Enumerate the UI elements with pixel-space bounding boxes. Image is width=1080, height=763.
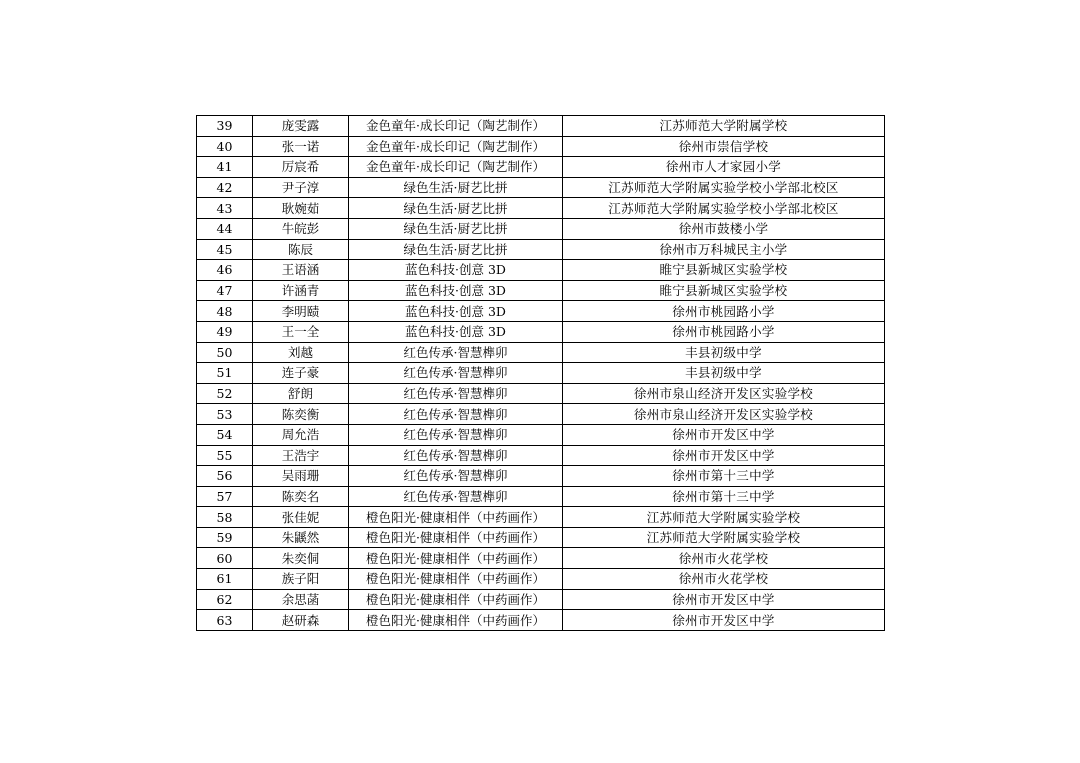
table-row [197, 280, 885, 301]
school-cell: 睢宁县新城区实验学校 [563, 280, 885, 301]
row-number-cell: 51 [197, 363, 253, 384]
row-number-cell: 46 [197, 260, 253, 281]
school-cell: 徐州市第十三中学 [563, 466, 885, 487]
project-cell: 红色传承·智慧榫卯 [349, 363, 563, 384]
row-number-cell: 63 [197, 610, 253, 631]
row-number-cell: 61 [197, 569, 253, 590]
school-cell: 丰县初级中学 [563, 363, 885, 384]
table-row [197, 486, 885, 507]
table-row [197, 589, 885, 610]
student-name-cell: 余思菡 [253, 589, 349, 610]
school-cell: 徐州市第十三中学 [563, 486, 885, 507]
row-number-cell: 50 [197, 342, 253, 363]
student-name-cell: 牛皖彭 [253, 218, 349, 239]
table-row [197, 445, 885, 466]
student-name-cell: 舒朗 [253, 383, 349, 404]
row-number-cell: 42 [197, 177, 253, 198]
row-number-cell: 57 [197, 486, 253, 507]
student-name-cell: 尹子淳 [253, 177, 349, 198]
school-cell: 徐州市火花学校 [563, 569, 885, 590]
project-cell: 金色童年·成长印记（陶艺制作） [349, 116, 563, 137]
project-cell: 绿色生活·厨艺比拼 [349, 177, 563, 198]
school-cell: 徐州市桃园路小学 [563, 321, 885, 342]
project-cell: 绿色生活·厨艺比拼 [349, 218, 563, 239]
project-cell: 蓝色科技·创意 3D [349, 301, 563, 322]
row-number-cell: 56 [197, 466, 253, 487]
student-name-cell: 许涵青 [253, 280, 349, 301]
row-number-cell: 59 [197, 527, 253, 548]
table-row [197, 404, 885, 425]
project-cell: 红色传承·智慧榫卯 [349, 342, 563, 363]
row-number-cell: 43 [197, 198, 253, 219]
school-cell: 徐州市开发区中学 [563, 589, 885, 610]
project-cell: 橙色阳光·健康相伴（中药画作） [349, 569, 563, 590]
school-cell: 江苏师范大学附属实验学校 [563, 527, 885, 548]
project-cell: 红色传承·智慧榫卯 [349, 424, 563, 445]
row-number-cell: 40 [197, 136, 253, 157]
school-cell: 徐州市泉山经济开发区实验学校 [563, 383, 885, 404]
student-name-cell: 王浩宇 [253, 445, 349, 466]
school-cell: 徐州市开发区中学 [563, 610, 885, 631]
student-name-cell: 王一全 [253, 321, 349, 342]
table-row [197, 116, 885, 137]
project-cell: 红色传承·智慧榫卯 [349, 486, 563, 507]
school-cell: 徐州市开发区中学 [563, 445, 885, 466]
row-number-cell: 55 [197, 445, 253, 466]
table-row [197, 301, 885, 322]
table-row [197, 507, 885, 528]
roster-table [196, 115, 885, 631]
row-number-cell: 48 [197, 301, 253, 322]
school-cell: 徐州市崇信学校 [563, 136, 885, 157]
row-number-cell: 52 [197, 383, 253, 404]
project-cell: 绿色生活·厨艺比拼 [349, 198, 563, 219]
table-row [197, 342, 885, 363]
student-name-cell: 陈辰 [253, 239, 349, 260]
row-number-cell: 53 [197, 404, 253, 425]
table-row [197, 136, 885, 157]
student-name-cell: 连子豪 [253, 363, 349, 384]
project-cell: 红色传承·智慧榫卯 [349, 466, 563, 487]
student-name-cell: 厉宸希 [253, 157, 349, 178]
table-row [197, 527, 885, 548]
school-cell: 徐州市鼓楼小学 [563, 218, 885, 239]
student-name-cell: 陈奕名 [253, 486, 349, 507]
row-number-cell: 44 [197, 218, 253, 239]
row-number-cell: 54 [197, 424, 253, 445]
row-number-cell: 47 [197, 280, 253, 301]
school-cell: 江苏师范大学附属学校 [563, 116, 885, 137]
table-row [197, 383, 885, 404]
project-cell: 蓝色科技·创意 3D [349, 280, 563, 301]
project-cell: 红色传承·智慧榫卯 [349, 404, 563, 425]
school-cell: 徐州市桃园路小学 [563, 301, 885, 322]
project-cell: 橙色阳光·健康相伴（中药画作） [349, 507, 563, 528]
project-cell: 蓝色科技·创意 3D [349, 260, 563, 281]
project-cell: 金色童年·成长印记（陶艺制作） [349, 136, 563, 157]
table-row [197, 610, 885, 631]
row-number-cell: 58 [197, 507, 253, 528]
table-row [197, 466, 885, 487]
school-cell: 江苏师范大学附属实验学校小学部北校区 [563, 177, 885, 198]
table-row [197, 260, 885, 281]
student-name-cell: 李明赜 [253, 301, 349, 322]
row-number-cell: 62 [197, 589, 253, 610]
student-name-cell: 陈奕衡 [253, 404, 349, 425]
school-cell: 徐州市万科城民主小学 [563, 239, 885, 260]
project-cell: 红色传承·智慧榫卯 [349, 383, 563, 404]
project-cell: 橙色阳光·健康相伴（中药画作） [349, 589, 563, 610]
student-name-cell: 赵研森 [253, 610, 349, 631]
row-number-cell: 60 [197, 548, 253, 569]
student-name-cell: 朱鼷然 [253, 527, 349, 548]
school-cell: 丰县初级中学 [563, 342, 885, 363]
table-row [197, 198, 885, 219]
table-row [197, 569, 885, 590]
student-name-cell: 族子阳 [253, 569, 349, 590]
table-row [197, 424, 885, 445]
student-name-cell: 耿婉茹 [253, 198, 349, 219]
roster-table-body [197, 116, 885, 631]
project-cell: 蓝色科技·创意 3D [349, 321, 563, 342]
project-cell: 红色传承·智慧榫卯 [349, 445, 563, 466]
school-cell: 徐州市开发区中学 [563, 424, 885, 445]
student-name-cell: 朱奕侗 [253, 548, 349, 569]
table-row [197, 218, 885, 239]
table-row [197, 177, 885, 198]
school-cell: 徐州市火花学校 [563, 548, 885, 569]
project-cell: 橙色阳光·健康相伴（中药画作） [349, 527, 563, 548]
school-cell: 徐州市泉山经济开发区实验学校 [563, 404, 885, 425]
student-name-cell: 刘越 [253, 342, 349, 363]
school-cell: 江苏师范大学附属实验学校小学部北校区 [563, 198, 885, 219]
table-row [197, 548, 885, 569]
project-cell: 橙色阳光·健康相伴（中药画作） [349, 548, 563, 569]
school-cell: 徐州市人才家园小学 [563, 157, 885, 178]
student-name-cell: 周允浩 [253, 424, 349, 445]
student-name-cell: 张佳妮 [253, 507, 349, 528]
table-row [197, 321, 885, 342]
row-number-cell: 41 [197, 157, 253, 178]
row-number-cell: 39 [197, 116, 253, 137]
project-cell: 绿色生活·厨艺比拼 [349, 239, 563, 260]
school-cell: 睢宁县新城区实验学校 [563, 260, 885, 281]
project-cell: 橙色阳光·健康相伴（中药画作） [349, 610, 563, 631]
row-number-cell: 49 [197, 321, 253, 342]
project-cell: 金色童年·成长印记（陶艺制作） [349, 157, 563, 178]
school-cell: 江苏师范大学附属实验学校 [563, 507, 885, 528]
student-name-cell: 张一诺 [253, 136, 349, 157]
table-row [197, 157, 885, 178]
student-name-cell: 吴雨珊 [253, 466, 349, 487]
table-row [197, 363, 885, 384]
table-row [197, 239, 885, 260]
row-number-cell: 45 [197, 239, 253, 260]
student-name-cell: 庞雯露 [253, 116, 349, 137]
student-name-cell: 王语涵 [253, 260, 349, 281]
